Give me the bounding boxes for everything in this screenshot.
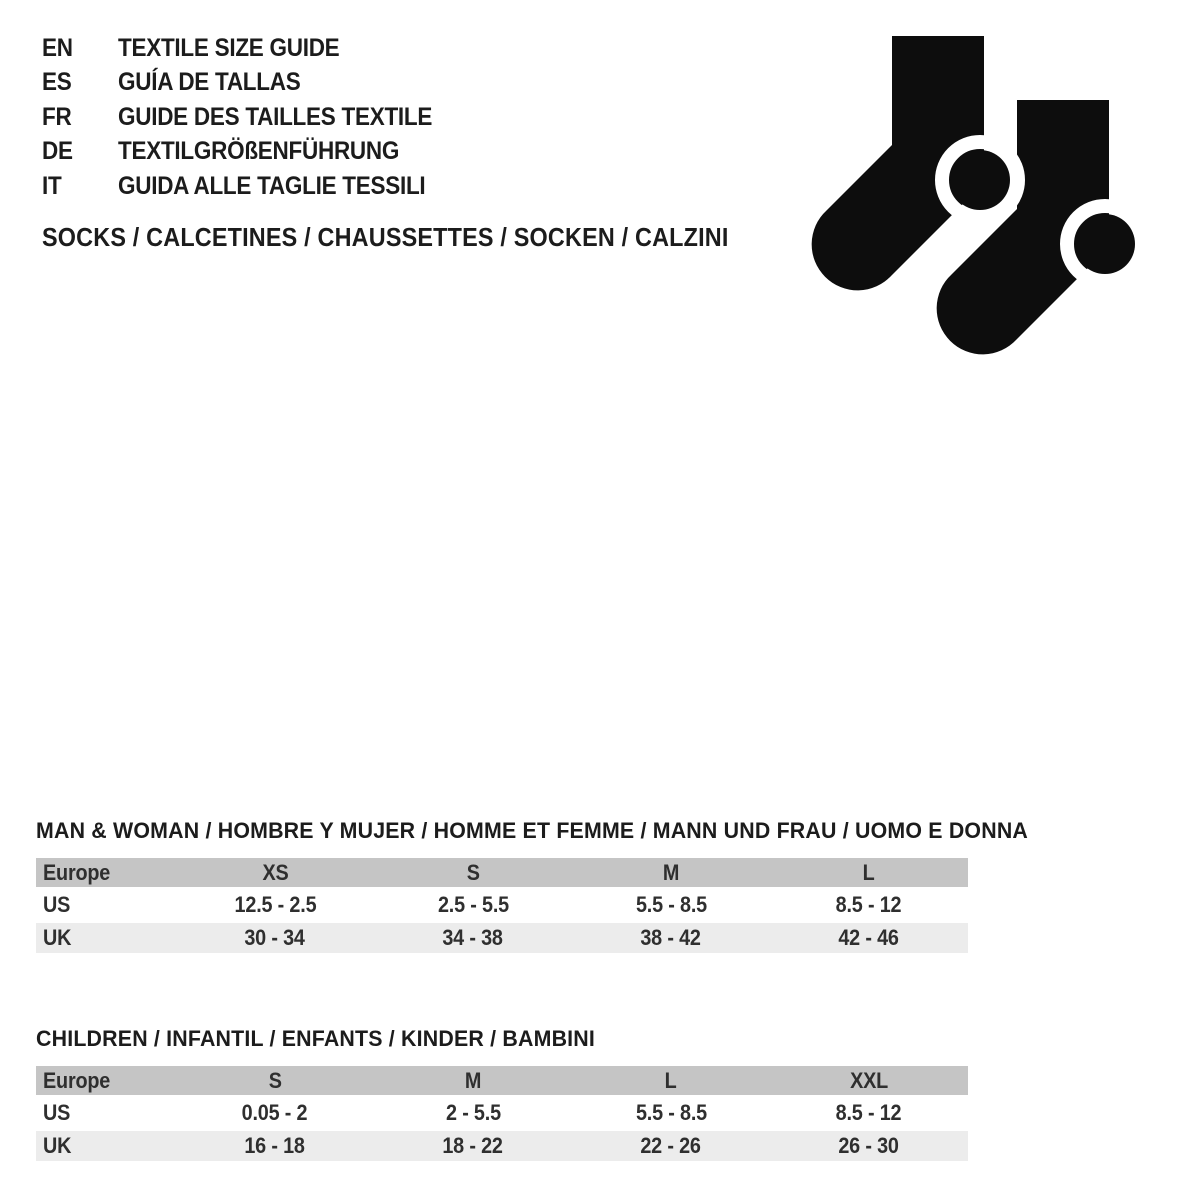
language-code: DE (42, 137, 73, 166)
language-guide-title: GUIDA ALLE TAGLIE TESSILI (118, 171, 426, 200)
language-title-row (42, 169, 467, 204)
header-size-column: XXL (850, 1067, 888, 1093)
language-title-row (42, 100, 467, 135)
table-row-us (36, 1098, 968, 1128)
size-range-cell: 16 - 18 (244, 1133, 306, 1158)
header-size-column: L (665, 1067, 677, 1093)
size-table-children (36, 1028, 968, 1164)
header-size-column: M (662, 859, 680, 885)
size-range-cell: 30 - 34 (244, 925, 306, 950)
table-row-uk (36, 923, 968, 953)
header-size-column: XS (261, 859, 289, 885)
table-row-us (36, 890, 968, 920)
language-code: ES (42, 68, 72, 97)
language-title-row (42, 31, 467, 66)
size-range-cell: 42 - 46 (838, 925, 900, 950)
size-range-cell: 26 - 30 (838, 1133, 900, 1158)
header-region-column: Europe (43, 1067, 111, 1093)
language-title-row (42, 66, 467, 101)
product-category-title (42, 221, 805, 253)
size-range-cell: 5.5 - 8.5 (635, 1100, 707, 1125)
header-size-column: M (464, 1067, 482, 1093)
size-table-man-woman (36, 818, 1029, 956)
language-guide-title: GUIDE DES TAILLES TEXTILE (118, 102, 433, 131)
table-header-row (36, 858, 968, 887)
language-guide-title: GUÍA DE TALLAS (118, 68, 301, 97)
table-row-uk (36, 1131, 968, 1161)
language-title-row (42, 135, 467, 170)
size-range-cell: 38 - 42 (640, 925, 702, 950)
table-header-row (36, 1066, 968, 1095)
size-range-cell: 0.05 - 2 (242, 1100, 308, 1125)
language-code: IT (42, 171, 62, 200)
table-title: MAN & WOMAN / HOMBRE Y MUJER / HOMME ET FEMME / MANN UND FRAU / UOMO E DONNA (36, 818, 1029, 843)
language-title-list (42, 31, 467, 204)
table-title: CHILDREN / INFANTIL / ENFANTS / KINDER / BAMBINI (36, 1026, 596, 1051)
header-size-column: S (466, 859, 480, 885)
header-size-column: L (863, 859, 875, 885)
size-range-cell: 22 - 26 (640, 1133, 702, 1158)
row-region-label: UK (43, 1133, 72, 1158)
row-region-label: US (43, 892, 71, 917)
header-region-column: Europe (43, 859, 111, 885)
size-range-cell: 34 - 38 (442, 925, 504, 950)
two-socks-icon (780, 10, 1180, 370)
language-guide-title: TEXTILE SIZE GUIDE (118, 33, 340, 62)
table-body (36, 1098, 968, 1161)
size-range-cell: 8.5 - 12 (836, 1100, 902, 1125)
size-range-cell: 2 - 5.5 (445, 1100, 501, 1125)
row-region-label: US (43, 1100, 71, 1125)
header-size-column: S (268, 1067, 282, 1093)
size-range-cell: 18 - 22 (442, 1133, 504, 1158)
language-guide-title: TEXTILGRÖßENFÜHRUNG (118, 137, 400, 166)
size-range-cell: 8.5 - 12 (836, 892, 902, 917)
size-range-cell: 12.5 - 2.5 (234, 892, 316, 917)
table-body (36, 890, 968, 953)
product-category-text: SOCKS / CALCETINES / CHAUSSETTES / SOCKEN / CALZINI (42, 221, 729, 252)
language-code: EN (42, 33, 73, 62)
language-code: FR (42, 102, 72, 131)
row-region-label: UK (43, 925, 72, 950)
size-range-cell: 5.5 - 8.5 (635, 892, 707, 917)
size-range-cell: 2.5 - 5.5 (437, 892, 509, 917)
